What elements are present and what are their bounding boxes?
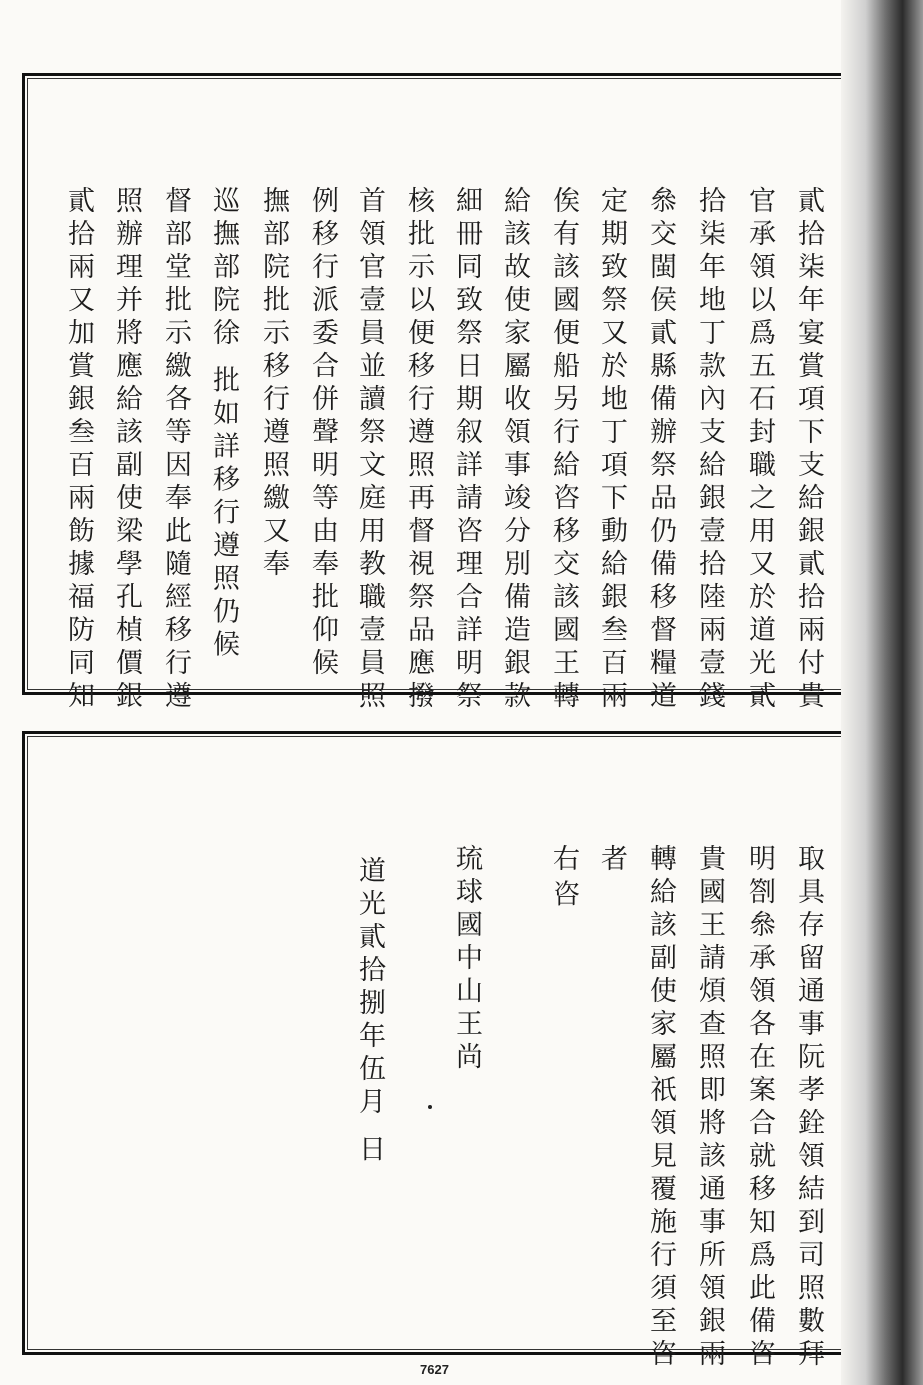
text-column: 定期致祭又於地丁項下動給銀叁百兩 (596, 186, 627, 714)
text-column: 巡撫部院徐 批如詳移行遵照仍候 (208, 186, 239, 663)
text-column: 例移行派委合併聲明等由奉批仰候 (307, 186, 338, 681)
text-column: 首領官壹員並讀祭文庭用教職壹員照 (354, 186, 385, 714)
ink-speck (428, 1105, 432, 1109)
text-column: 撫部院批示移行遵照繳又奉 (258, 186, 289, 582)
upper-text-frame (22, 73, 858, 714)
date-line: 道光貳拾捌年伍月 日 (354, 856, 385, 1168)
text-column: 給該故使家屬收領事竣分別備造銀款 (499, 186, 530, 714)
text-column: 者 (596, 844, 627, 877)
text-column: 核批示以便移行遵照再督視祭品應撥 (403, 186, 434, 714)
text-column: 貴國王請煩查照即將該通事所領銀兩 (694, 844, 725, 1372)
text-column: 轉給該副使家屬祇領見覆施行須至咨 (645, 844, 676, 1372)
text-column: 官承領以爲五石封職之用又於道光貳 (744, 186, 775, 714)
address-line: 右 咨 (548, 844, 579, 907)
book-gutter-shadow (841, 0, 923, 1385)
text-column: 督部堂批示繳各等因奉此隨經移行遵 (160, 186, 191, 714)
text-column: 取具存留通事阮孝銓領結到司照數拜 (793, 844, 824, 1372)
text-column: 照辦理并將應給該副使梁學孔楨價銀 (111, 186, 142, 714)
addressee: 琉球國中山王尚 (451, 844, 482, 1075)
text-column: 拾柒年地丁款內支給銀壹拾陸兩壹錢 (694, 186, 725, 714)
text-column: 明劄叅承領各在案合就移知爲此備咨 (744, 844, 775, 1372)
text-column: 叅交閩侯貳縣備辦祭品仍備移督糧道 (645, 186, 676, 714)
text-column: 俟有該國便船另行給咨移交該國王轉 (548, 186, 579, 714)
page-number: 7627 (420, 1362, 449, 1377)
text-column: 貳拾兩又加賞銀叁百兩飭據福防同知 (63, 186, 94, 714)
text-column: 貳拾柒年宴賞項下支給銀貳拾兩付貴 (793, 186, 824, 714)
text-column: 細冊同致祭日期叙詳請咨理合詳明祭 (451, 186, 482, 714)
